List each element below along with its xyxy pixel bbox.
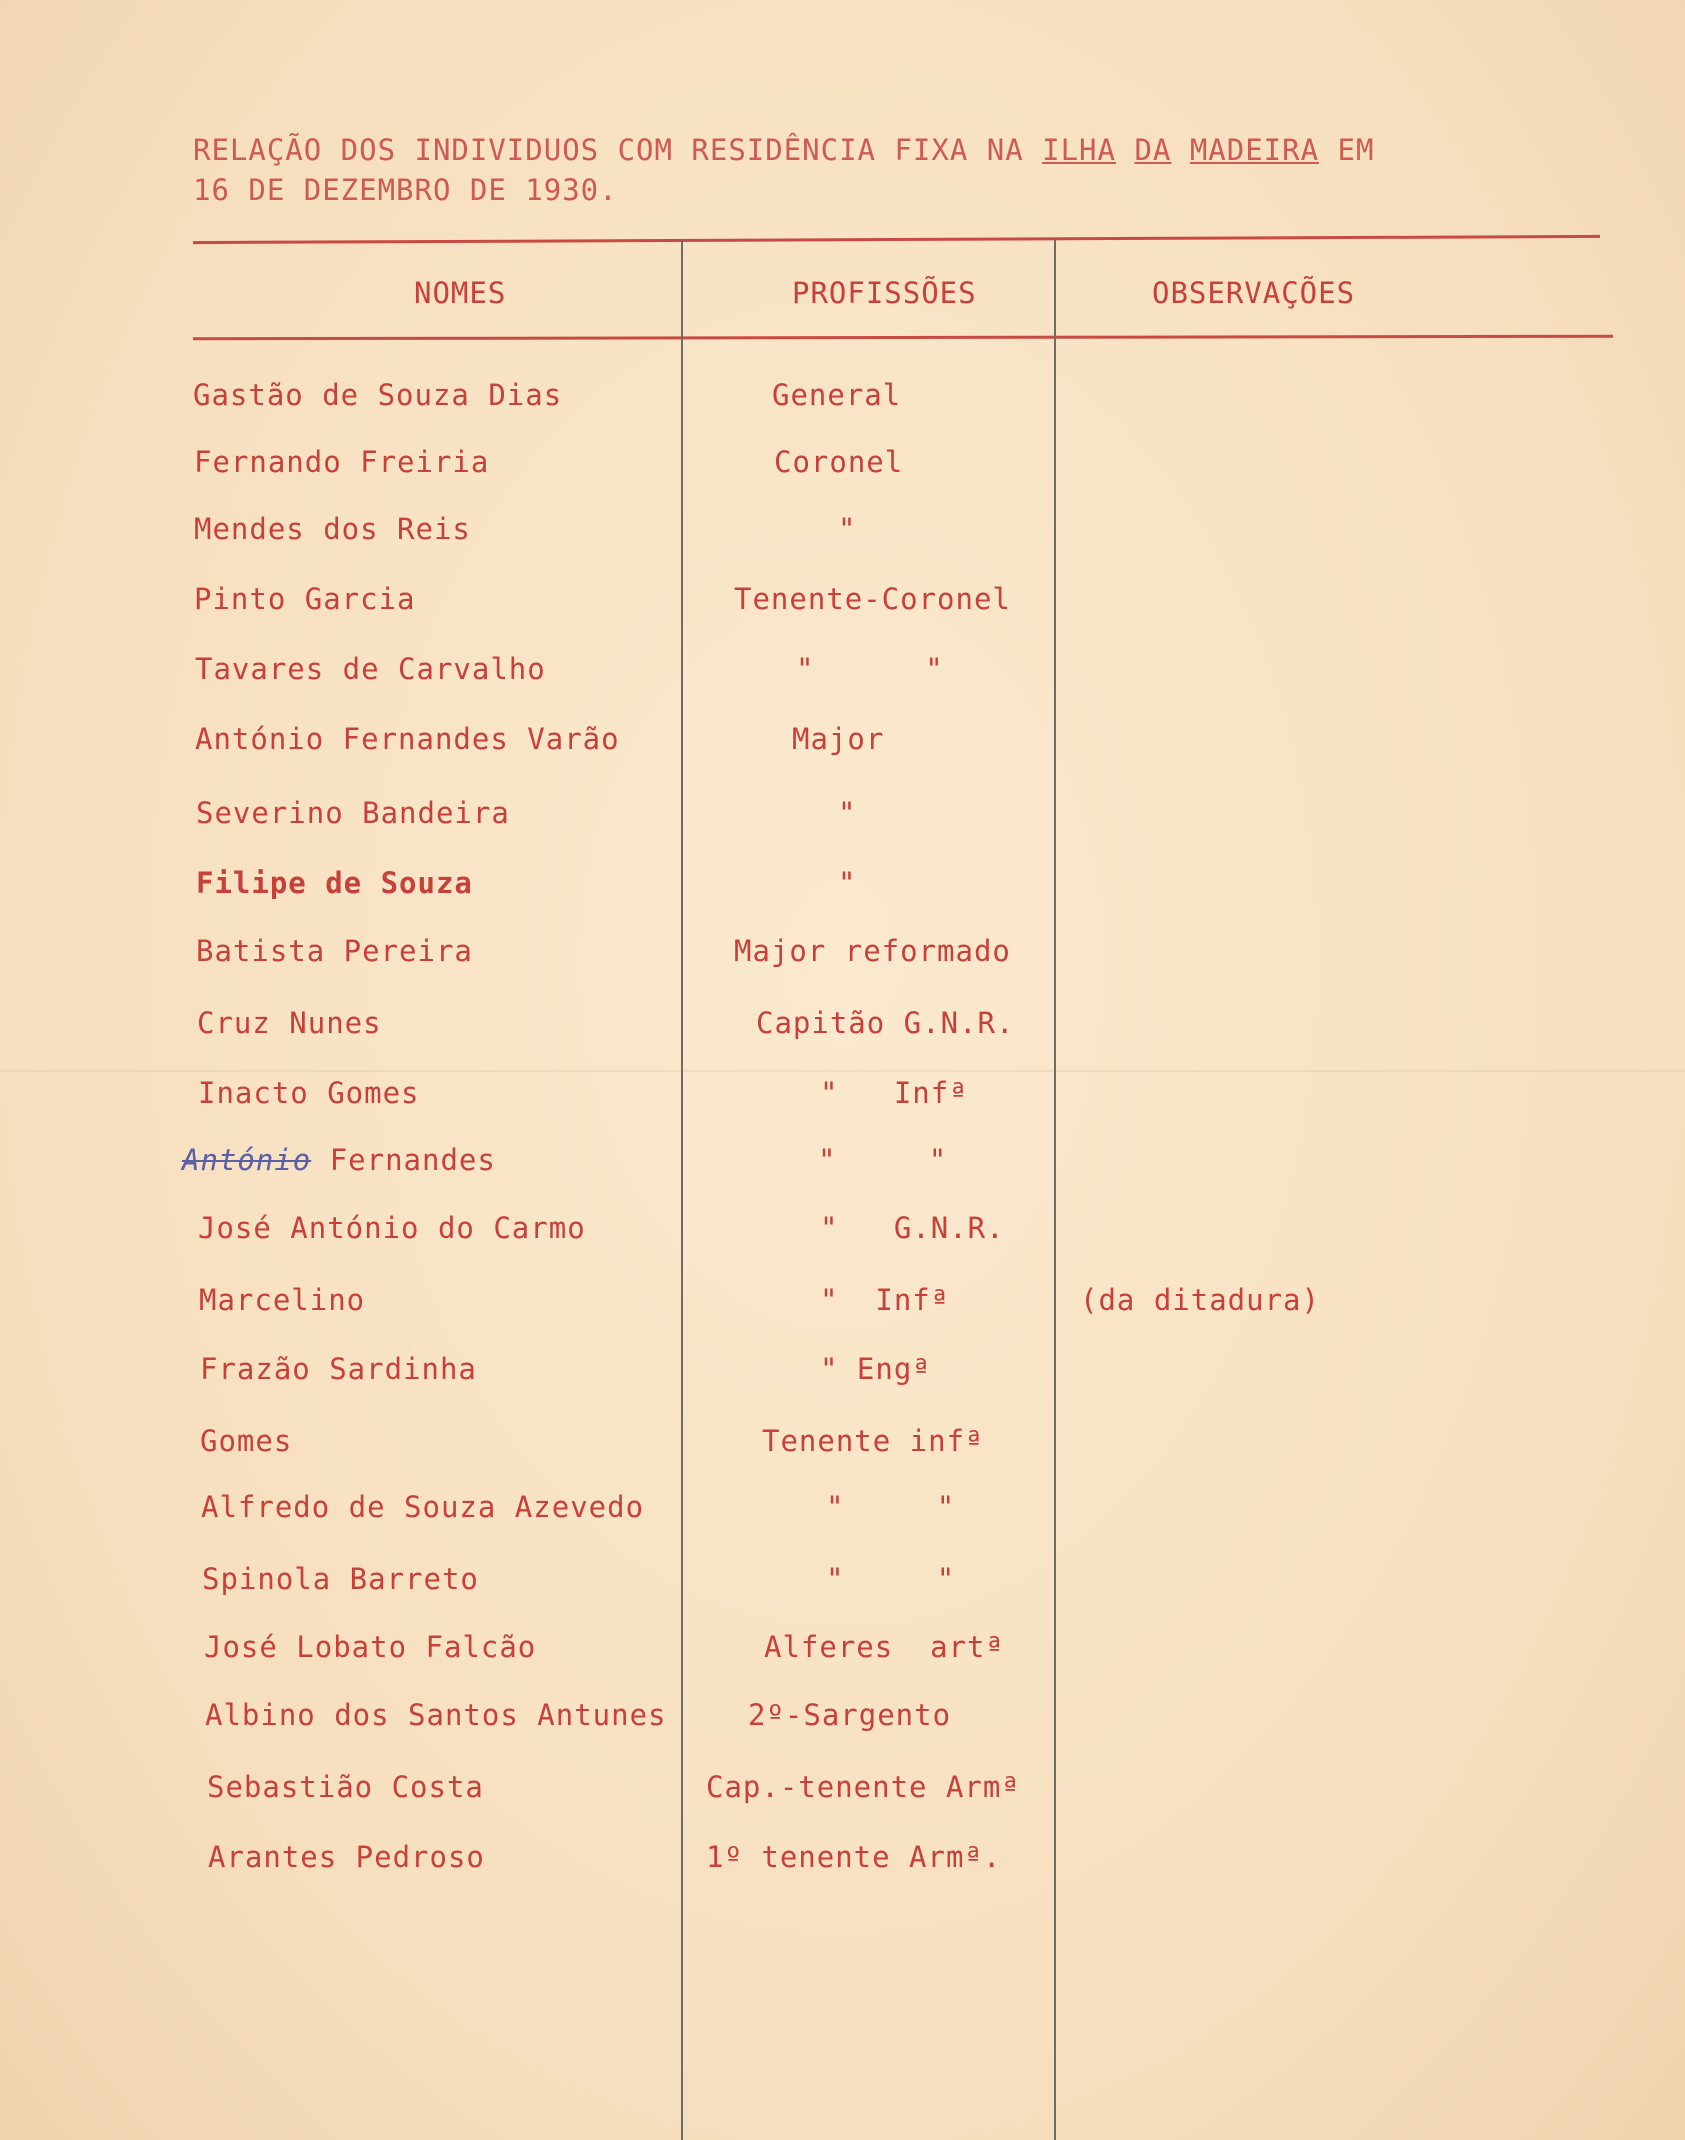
row-name: Fernando Freiria xyxy=(194,445,490,479)
row-name: Alfredo de Souza Azevedo xyxy=(201,1490,645,1524)
table-row xyxy=(0,378,1685,438)
row-name: Albino dos Santos Antunes xyxy=(205,1698,667,1732)
table-row xyxy=(0,1562,1685,1622)
row-profession: " xyxy=(838,866,857,900)
table-row xyxy=(0,1698,1685,1758)
table-row xyxy=(0,1770,1685,1830)
row-profession: Alferes artª xyxy=(764,1630,1004,1664)
table-row xyxy=(0,512,1685,572)
row-profession: Tenente-Coronel xyxy=(734,582,1011,616)
table-header-rule xyxy=(193,335,1613,340)
table-row xyxy=(0,796,1685,856)
table-row xyxy=(0,1352,1685,1412)
row-profession: " xyxy=(838,512,857,546)
row-name: Inacto Gomes xyxy=(198,1076,420,1110)
title-line-2: 16 DE DEZEMBRO DE 1930. xyxy=(193,173,618,207)
table-row xyxy=(0,1006,1685,1066)
row-profession: " Engª xyxy=(820,1352,931,1386)
row-profession: 1º tenente Armª. xyxy=(706,1840,1002,1874)
paper-fold xyxy=(0,1070,1685,1072)
row-profession: " xyxy=(838,796,857,830)
header-profissoes: PROFISSÕES xyxy=(792,276,977,310)
row-name: Filipe de Souza xyxy=(196,866,473,900)
row-profession: " " xyxy=(796,652,944,686)
table-row xyxy=(0,1076,1685,1136)
row-profession: 2º-Sargento xyxy=(748,1698,952,1732)
title-line-1 xyxy=(193,130,1523,170)
table-row xyxy=(0,1630,1685,1690)
row-name: Arantes Pedroso xyxy=(208,1840,485,1874)
row-name: Severino Bandeira xyxy=(196,796,510,830)
row-profession: " " xyxy=(826,1562,956,1596)
row-profession: Tenente infª xyxy=(762,1424,984,1458)
row-name: José Lobato Falcão xyxy=(204,1630,537,1664)
table-row xyxy=(0,1490,1685,1550)
table-row xyxy=(0,652,1685,712)
title-madeira: MADEIRA xyxy=(1189,133,1320,167)
row-observation: (da ditadura) xyxy=(1080,1283,1320,1317)
title-da: DA xyxy=(1134,133,1172,167)
row-name: Marcelino xyxy=(199,1283,366,1317)
table-top-rule xyxy=(193,235,1600,244)
row-name: Sebastião Costa xyxy=(207,1770,484,1804)
struck-name: António xyxy=(182,1143,312,1177)
document-title xyxy=(193,130,1523,210)
table-row xyxy=(0,445,1685,505)
row-name: Fernandes xyxy=(329,1143,496,1177)
header-observacoes: OBSERVAÇÕES xyxy=(1152,276,1356,310)
row-name: Gomes xyxy=(200,1424,293,1458)
row-profession: " " xyxy=(826,1490,956,1524)
row-name: Spinola Barreto xyxy=(202,1562,479,1596)
row-name: José António do Carmo xyxy=(198,1211,586,1245)
table-row xyxy=(0,934,1685,994)
row-profession: Coronel xyxy=(774,445,904,479)
row-name: Mendes dos Reis xyxy=(194,512,471,546)
title-text: RELAÇÃO DOS INDIVIDUOS COM RESIDÊNCIA FIXA NA xyxy=(193,133,1043,167)
row-profession: " G.N.R. xyxy=(820,1211,1005,1245)
table-row xyxy=(0,1424,1685,1484)
table-row xyxy=(0,1211,1685,1271)
row-profession: " Infª xyxy=(820,1283,950,1317)
row-profession: Cap.-tenente Armª xyxy=(706,1770,1020,1804)
header-nomes: NOMES xyxy=(414,276,507,310)
title-em: EM xyxy=(1337,133,1375,167)
row-name: Cruz Nunes xyxy=(197,1006,382,1040)
table-row xyxy=(0,1840,1685,1900)
row-profession: Major xyxy=(792,722,885,756)
table-row xyxy=(0,582,1685,642)
row-name: Gastão de Souza Dias xyxy=(193,378,563,412)
row-profession: " " xyxy=(818,1143,948,1177)
row-name-struck-wrapper xyxy=(182,1143,496,1177)
row-profession: Major reformado xyxy=(734,934,1011,968)
row-profession: Capitão G.N.R. xyxy=(756,1006,1015,1040)
table-row xyxy=(0,866,1685,926)
title-ilha: ILHA xyxy=(1042,133,1116,167)
row-profession: General xyxy=(772,378,902,412)
table-row xyxy=(0,1143,1685,1203)
row-name: Frazão Sardinha xyxy=(200,1352,477,1386)
row-name: Pinto Garcia xyxy=(194,582,416,616)
row-name: António Fernandes Varão xyxy=(195,722,620,756)
row-profession: " Infª xyxy=(820,1076,968,1110)
table-row xyxy=(0,1283,1685,1343)
row-name: Batista Pereira xyxy=(196,934,473,968)
row-name: Tavares de Carvalho xyxy=(195,652,546,686)
table-row xyxy=(0,722,1685,782)
